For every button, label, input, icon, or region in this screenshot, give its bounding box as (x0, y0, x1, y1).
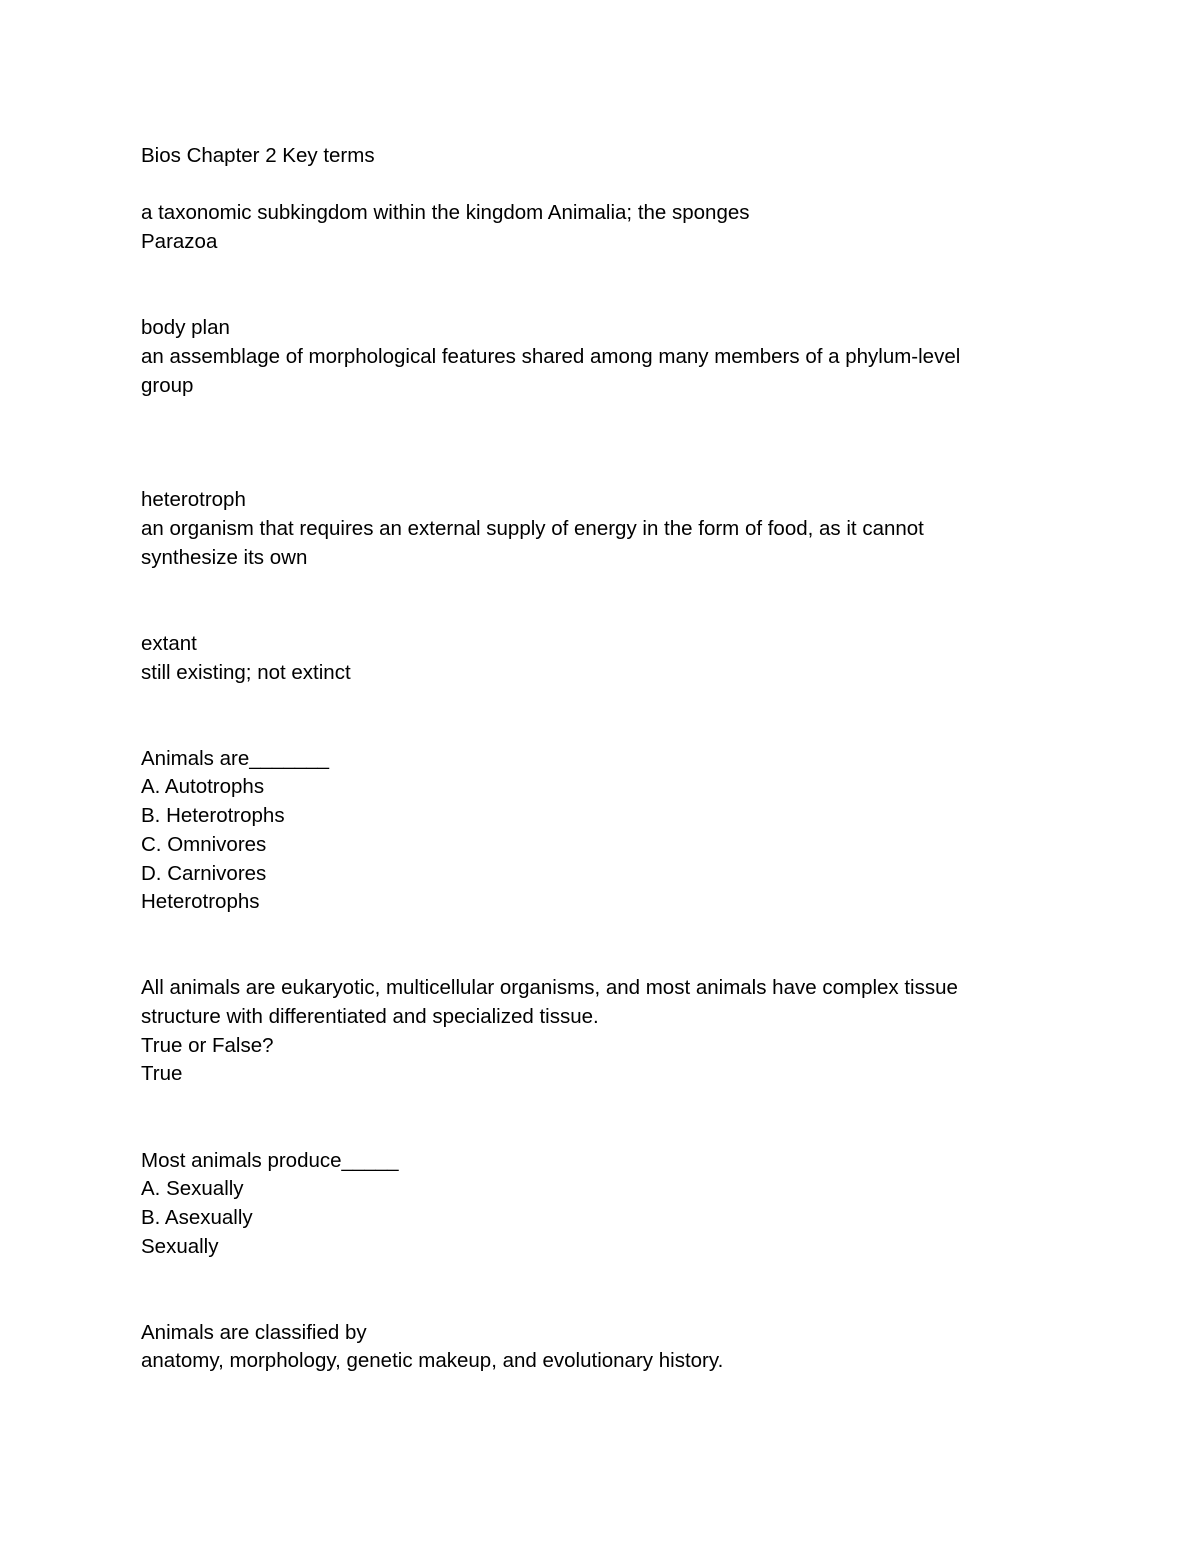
term-card-parazoa (141, 199, 1041, 256)
question-card-reproduce (141, 1147, 1041, 1262)
question-card-classified-by (141, 1319, 1041, 1376)
card-prompt: Animals are_______ (141, 746, 330, 770)
card-answer: still existing; not extinct (141, 660, 351, 684)
question-card-true-false (141, 974, 1041, 1089)
card-prompt: extant (141, 631, 197, 655)
spacer (141, 1089, 1041, 1146)
spacer (141, 171, 1041, 200)
card-answer: Heterotrophs (141, 890, 260, 914)
answer-option: D. Carnivores (141, 861, 267, 885)
card-answer-line: synthesize its own (141, 545, 308, 569)
answer-option: A. Autotrophs (141, 775, 265, 799)
spacer (141, 257, 1041, 314)
card-prompt: Most animals produce_____ (141, 1148, 399, 1172)
answer-option: C. Omnivores (141, 832, 267, 856)
spacer (141, 1261, 1041, 1318)
answer-option: B. Heterotrophs (141, 804, 285, 828)
card-answer-line: an organism that requires an external supply of energy in the form of food, as it cannot (141, 517, 924, 541)
spacer (141, 573, 1041, 630)
spacer (141, 400, 1041, 486)
card-answer-line: group (141, 373, 194, 397)
card-answer: True (141, 1062, 183, 1086)
card-answer-line: an assemblage of morphological features shared among many members of a phylum-level (141, 344, 961, 368)
answer-option: B. Asexually (141, 1205, 253, 1229)
document-content (141, 142, 1041, 1376)
card-prompt: body plan (141, 316, 230, 340)
card-prompt: a taxonomic subkingdom within the kingdom Animalia; the sponges (141, 201, 750, 225)
card-prompt-line: structure with differentiated and specialized tissue. (141, 1005, 599, 1028)
answer-option: A. Sexually (141, 1177, 244, 1201)
card-prompt-line: True or False? (141, 1033, 274, 1057)
card-prompt: heterotroph (141, 488, 246, 512)
card-prompt-line: All animals are eukaryotic, multicellular organisms, and most animals have complex tissue (141, 976, 958, 1000)
card-answer: Parazoa (141, 230, 218, 254)
card-prompt: Animals are classified by (141, 1320, 367, 1344)
spacer (141, 687, 1041, 744)
term-card-heterotroph (141, 486, 1041, 572)
term-card-body-plan (141, 314, 1041, 400)
card-answer: Sexually (141, 1234, 219, 1258)
question-card-animals-are (141, 745, 1041, 917)
document-title: Bios Chapter 2 Key terms (141, 144, 375, 167)
term-card-extant (141, 630, 1041, 687)
card-answer: anatomy, morphology, genetic makeup, and evolutionary history. (141, 1349, 724, 1373)
spacer (141, 917, 1041, 974)
